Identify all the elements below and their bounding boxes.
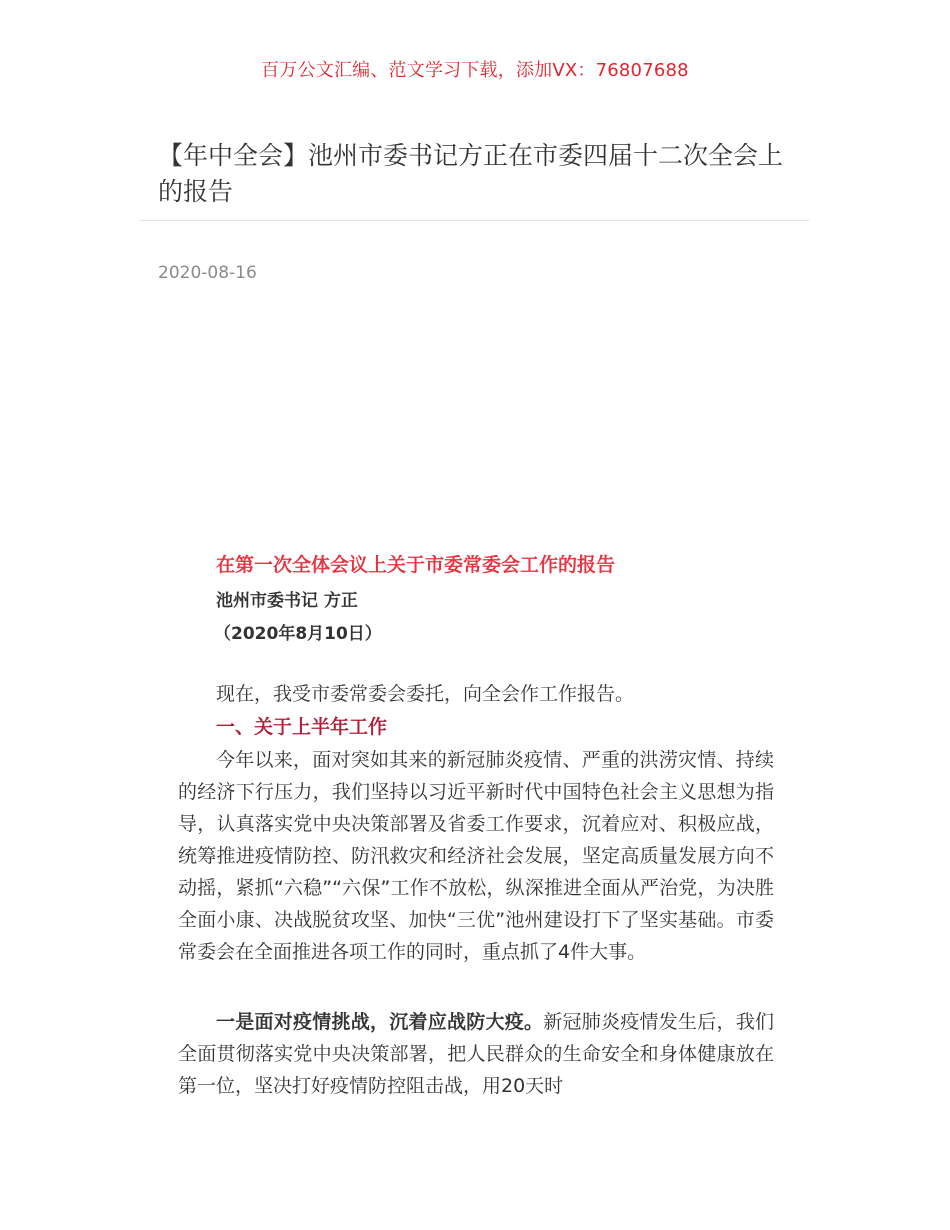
- promo-banner: 百万公文汇编、范文学习下载，添加VX：76807688: [261, 60, 689, 81]
- report-date: （2020年8月10日）: [214, 624, 382, 644]
- paragraph-text: [178, 1006, 774, 1102]
- intro-text: 现在，我受市委常委会委托，向全会作工作报告。: [216, 683, 635, 705]
- report-title: 在第一次全体会议上关于市委常委会工作的报告: [216, 554, 616, 576]
- title-divider: [140, 220, 810, 221]
- intro-paragraph: [178, 678, 774, 710]
- report-author: 池州市委书记 方正: [216, 591, 358, 611]
- body-paragraph-2: [178, 1006, 774, 1102]
- article-title: 【年中全会】池州市委书记方正在市委四届十二次全会上的报告: [158, 141, 784, 206]
- publish-date: 2020-08-16: [158, 263, 257, 283]
- body-paragraph-1: [178, 744, 774, 968]
- section-heading: 一、关于上半年工作: [216, 716, 388, 738]
- paragraph-lead: 一是面对疫情挑战，沉着应战防大疫。: [216, 1011, 544, 1033]
- paragraph-rest: 新冠肺炎疫情发生后，我们全面贯彻落实党中央决策部署，把人民群众的生命安全和身体健康放在第一位，坚决打好疫情防控阻击战，用20天时: [178, 1011, 774, 1097]
- paragraph-text: 今年以来，面对突如其来的新冠肺炎疫情、严重的洪涝灾情、持续的经济下行压力，我们坚持以习近平新时代中国特色社会主义思想为指导，认真落实党中央决策部署及省委工作要求，沉着应对、积极应战，统筹推进疫情防控、防汛救灾和经济社会发展，坚定高质量发展方向不动摇，紧抓“六稳”“六保”工作不放松，纵深推进全面从严治党，为决胜全面小康、决战脱贫攻坚、加快“三优”池州建设打下了坚实基础。市委常委会在全面推进各项工作的同时，重点抓了4件大事。: [178, 749, 774, 963]
